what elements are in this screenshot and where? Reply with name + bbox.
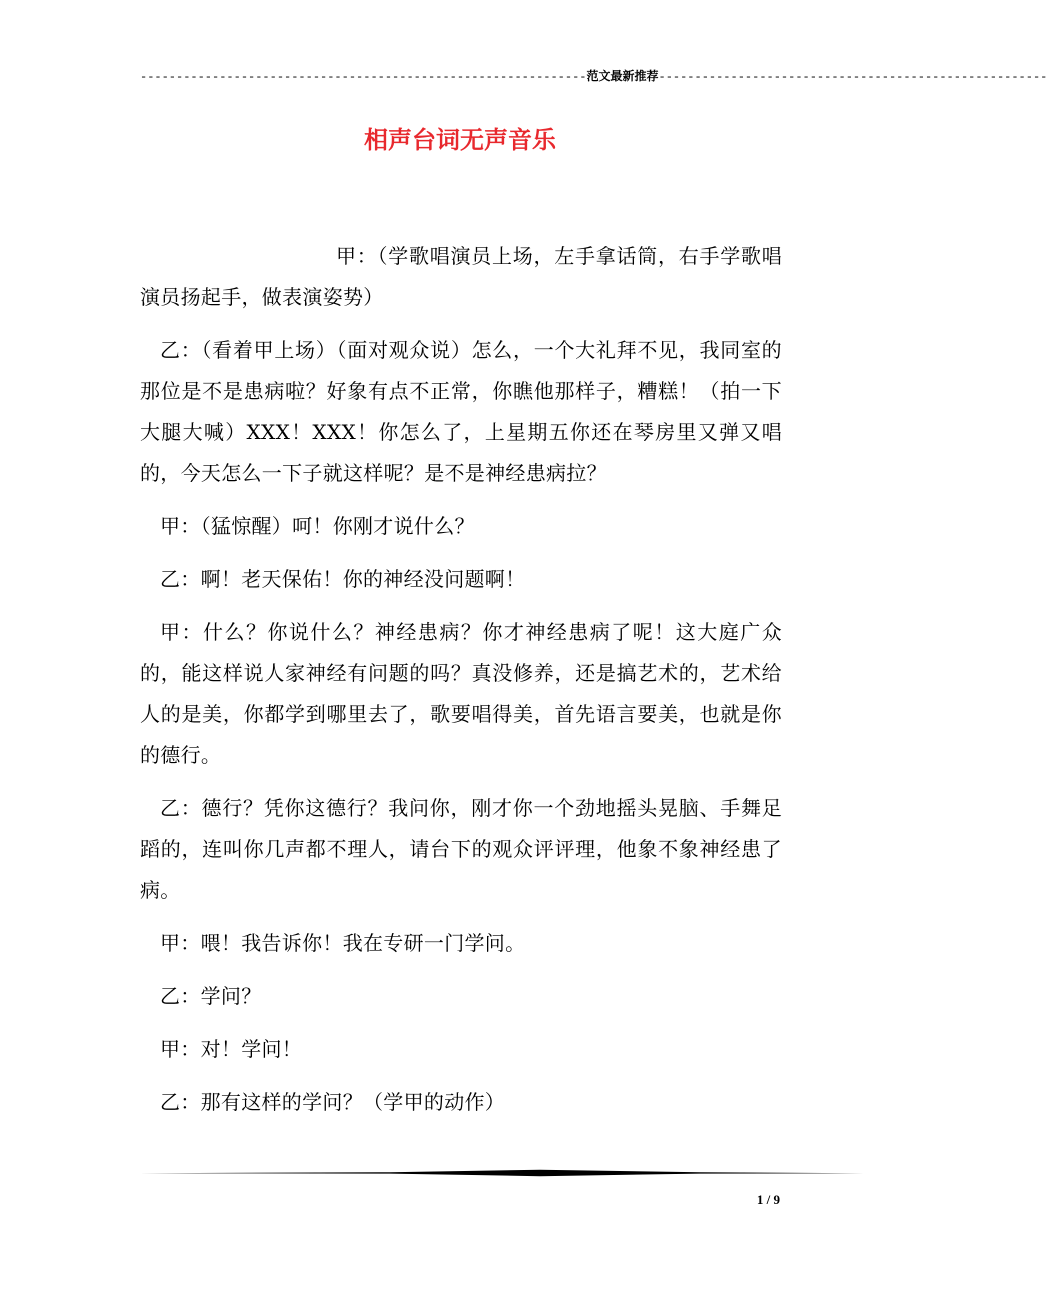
page-number: 1 / 9 [756,1192,780,1207]
header-text: 范文最新推荐 [586,69,659,83]
page-header [140,66,1047,86]
paragraph: 甲：喂！我告诉你！我在专研一门学问。 [160,931,526,955]
paragraph: 甲：（学歌唱演员上场，左手拿话筒，右手学歌唱演员扬起手，做表演姿势） [140,244,782,309]
header-dashes-right: ------------------------------------------------------ [658,70,1047,84]
paragraph: 甲：（猛惊醒）呵！你刚才说什么？ [160,514,475,538]
paragraph: 乙：啊！老天保佑！你的神经没问题啊！ [160,567,526,591]
document-body [140,236,782,1135]
paragraph: 乙：学问？ [160,984,262,1008]
paragraph: 甲：对！学问！ [160,1037,303,1061]
paragraph: 乙：（看着甲上场）（面对观众说）怎么，一个大礼拜不见，我同室的那位是不是患病啦？好象有点不正常，你瞧他那样子，糟糕！（拍一下大腿大喊）XXX！XXX！你怎么了，上星期五你还在琴房里又弹又唱的，今天怎么一下子就这样呢？是不是神经患病拉？ [140,338,782,485]
paragraph: 甲：什么？你说什么？神经患病？你才神经患病了呢！这大庭广众的，能这样说人家神经有问题的吗？真没修养，还是搞艺术的，艺术给人的是美，你都学到哪里去了，歌要唱得美，首先语言要美，也就是你的德行。 [140,620,782,767]
header-dashes-left: -------------------------------------------------------------- [140,70,587,84]
paragraph: 乙：德行？凭你这德行？我问你，刚才你一个劲地摇头晃脑、手舞足蹈的，连叫你几声都不理人，请台下的观众评评理，他象不象神经患了病。 [140,796,782,902]
footer-divider [140,1169,864,1177]
document-title: 相声台词无声音乐 [364,126,556,154]
paragraph: 乙：那有这样的学问？（学甲的动作） [160,1090,506,1114]
